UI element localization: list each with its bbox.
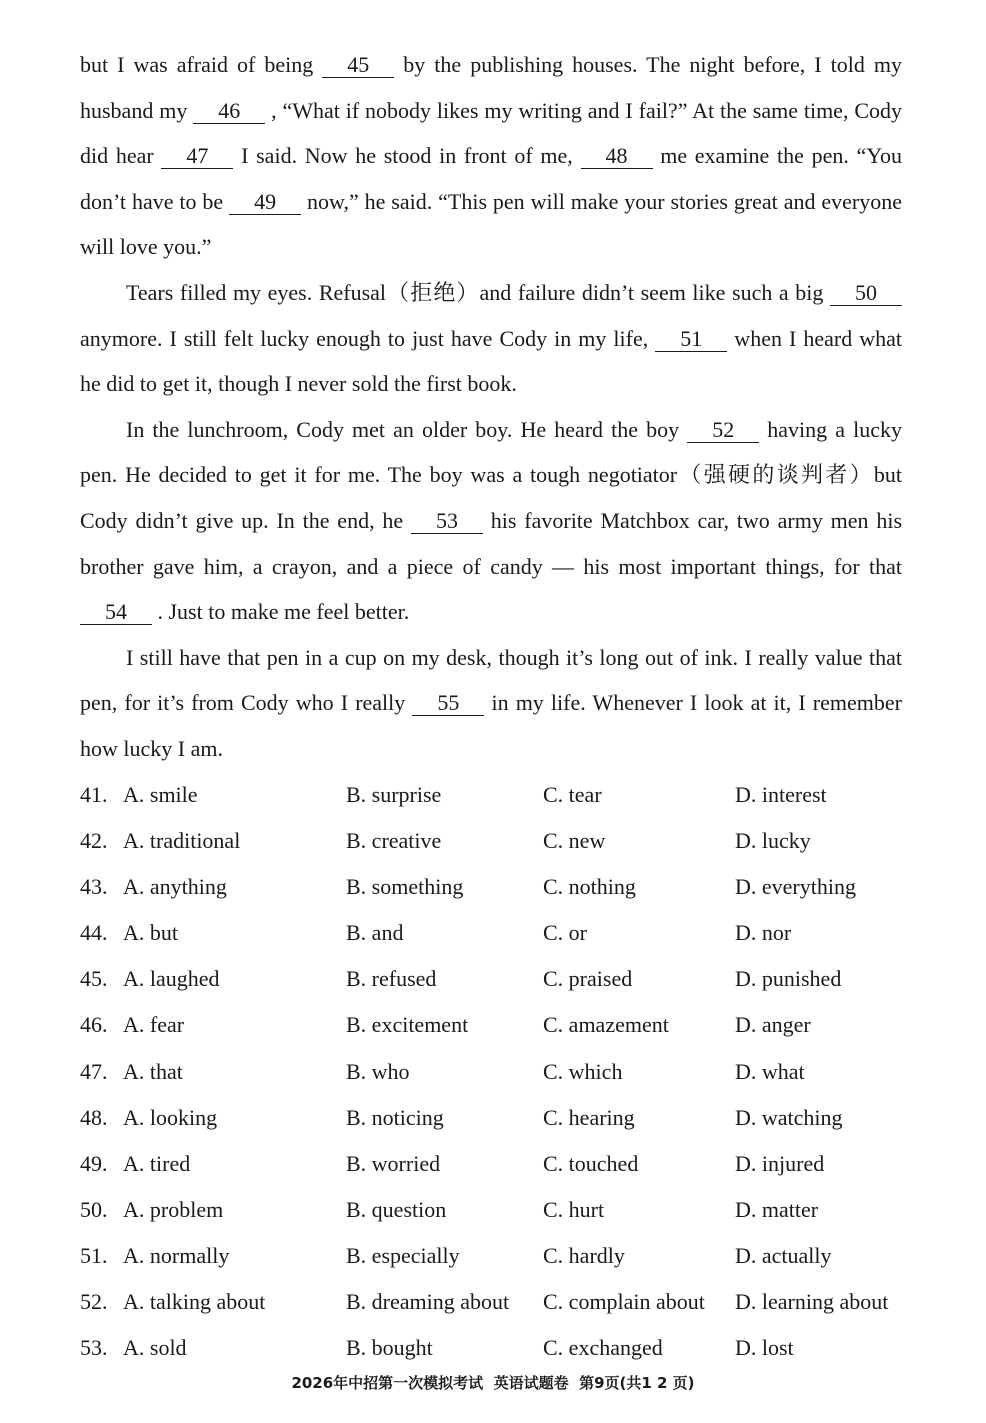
option-a: A. anything	[123, 874, 227, 900]
option-d: D. learning about	[735, 1289, 889, 1315]
option-a: A. sold	[123, 1335, 187, 1361]
question-number: 42.	[80, 828, 108, 854]
question-number: 51.	[80, 1242, 108, 1268]
option-b: B. and	[346, 920, 404, 946]
page-footer: 2026年中招第一次模拟考试 英语试题卷 第9页(共1 2 页)	[291, 1374, 695, 1392]
question-row	[80, 1141, 910, 1187]
question-row	[80, 1095, 910, 1141]
passage-text: but I was afraid of being	[80, 52, 323, 77]
question-number: 46.	[80, 1012, 108, 1038]
question-row	[80, 1002, 910, 1048]
blank-number: 55	[412, 691, 484, 716]
option-d: D. actually	[735, 1242, 832, 1268]
option-c: C. hardly	[543, 1242, 625, 1268]
question-row	[80, 772, 910, 818]
option-b: B. creative	[346, 828, 442, 854]
passage-text: In the lunchroom, Cody met an older boy. He heard the boy	[126, 416, 688, 442]
passage-paragraph	[80, 270, 908, 407]
question-row	[80, 956, 910, 1002]
option-a: A. talking about	[123, 1289, 266, 1315]
blank-number: 52	[687, 418, 759, 443]
question-row	[80, 818, 910, 864]
option-d: D. interest	[735, 782, 827, 807]
blank-number: 47	[161, 144, 233, 169]
option-d: D. punished	[735, 966, 842, 992]
question-number: 48.	[80, 1104, 108, 1130]
option-b: B. surprise	[346, 782, 442, 807]
blank-number: 53	[411, 509, 483, 534]
question-number: 47.	[80, 1058, 108, 1084]
passage-text: having a lucky pen. He decided to get it for me. The boy was a tough negotiator（强硬的谈判者）but Cody didn’t give up. In the end, he	[80, 416, 908, 533]
option-b: B. refused	[346, 966, 437, 992]
option-a: A. fear	[123, 1012, 185, 1038]
option-c: C. exchanged	[543, 1335, 663, 1361]
option-c: C. hurt	[543, 1196, 605, 1222]
question-number: 50.	[80, 1196, 108, 1222]
question-number: 41.	[80, 782, 108, 807]
question-row	[80, 1279, 910, 1325]
option-c: C. new	[543, 828, 606, 854]
option-b: B. especially	[346, 1242, 460, 1268]
option-a: A. traditional	[123, 828, 241, 854]
passage-text: I still have that pen in a cup on my desk, though it’s long out of ink. I really value that pen, for it’s from Cody who I really	[80, 644, 908, 716]
blank-number: 46	[193, 99, 265, 124]
option-a: A. looking	[123, 1104, 218, 1130]
passage-text: by the publishing houses. The night before, I told my husband my	[80, 52, 908, 123]
option-b: B. who	[346, 1058, 410, 1084]
option-d: D. injured	[735, 1150, 825, 1176]
option-a: A. problem	[123, 1196, 224, 1222]
blank-number: 54	[80, 600, 152, 625]
option-d: D. lost	[735, 1335, 794, 1361]
question-row	[80, 1325, 910, 1371]
passage-text: in my life. Whenever I look at it, I remember how lucky I am.	[80, 690, 908, 761]
option-c: C. amazement	[543, 1012, 669, 1038]
question-number: 52.	[80, 1289, 108, 1315]
option-b: B. question	[346, 1196, 447, 1222]
passage-text: anymore. I still felt lucky enough to just have Cody in my life,	[80, 279, 908, 351]
passage-paragraph	[80, 635, 908, 772]
option-b: B. something	[346, 874, 464, 900]
option-d: D. nor	[735, 920, 792, 946]
question-number: 49.	[80, 1150, 108, 1176]
option-b: B. worried	[346, 1150, 441, 1176]
blank-number: 51	[655, 327, 727, 352]
option-c: C. which	[543, 1058, 623, 1084]
passage-text: when I heard what he did to get it, though I never sold the first book.	[80, 325, 908, 397]
option-a: A. smile	[123, 782, 198, 807]
question-number: 44.	[80, 920, 108, 946]
option-b: B. dreaming about	[346, 1289, 510, 1315]
blank-number: 49	[229, 190, 301, 215]
blank-number: 48	[581, 144, 653, 169]
option-d: D. anger	[735, 1012, 811, 1038]
passage-text: , “What if nobody likes my writing and I fail?” At the same time, Cody did hear	[80, 97, 908, 169]
option-b: B. bought	[346, 1335, 433, 1361]
question-row	[80, 1233, 910, 1279]
option-a: A. normally	[123, 1242, 230, 1268]
cloze-passage	[80, 42, 908, 772]
question-row	[80, 864, 910, 910]
option-c: C. praised	[543, 966, 633, 992]
option-c: C. hearing	[543, 1104, 635, 1130]
question-number: 45.	[80, 966, 108, 992]
passage-paragraph	[80, 42, 908, 270]
question-row	[80, 1187, 910, 1233]
passage-text: Tears filled my eyes. Refusal（拒绝）and failure didn’t seem like such a big	[126, 279, 830, 305]
passage-paragraph	[80, 407, 908, 635]
option-d: D. what	[735, 1058, 805, 1084]
question-row	[80, 1049, 910, 1095]
passage-text: me examine the pen. “You don’t have to be	[80, 143, 908, 214]
option-a: A. that	[123, 1058, 183, 1084]
option-d: D. everything	[735, 874, 856, 900]
question-list	[80, 772, 910, 1371]
passage-text: . Just to make me feel better.	[152, 599, 410, 625]
passage-text: now,” he said. “This pen will make your stories great and everyone will love you.”	[80, 188, 908, 260]
option-d: D. lucky	[735, 828, 811, 854]
option-a: A. but	[123, 920, 178, 946]
passage-text: I said. Now he stood in front of me,	[233, 143, 581, 169]
question-number: 43.	[80, 874, 108, 900]
option-b: B. excitement	[346, 1012, 469, 1038]
option-c: C. touched	[543, 1150, 639, 1176]
option-c: C. tear	[543, 782, 602, 807]
question-row	[80, 910, 910, 956]
option-c: C. or	[543, 920, 587, 946]
blank-number: 45	[322, 53, 394, 78]
option-c: C. complain about	[543, 1289, 705, 1315]
option-c: C. nothing	[543, 874, 636, 900]
option-b: B. noticing	[346, 1104, 444, 1130]
option-a: A. tired	[123, 1150, 191, 1176]
option-a: A. laughed	[123, 966, 220, 992]
option-d: D. matter	[735, 1196, 819, 1222]
option-d: D. watching	[735, 1104, 843, 1130]
question-number: 53.	[80, 1335, 108, 1361]
passage-text: his favorite Matchbox car, two army men his brother gave him, a crayon, and a piece of candy — his most important things, for that	[80, 507, 908, 579]
blank-number: 50	[830, 281, 902, 306]
